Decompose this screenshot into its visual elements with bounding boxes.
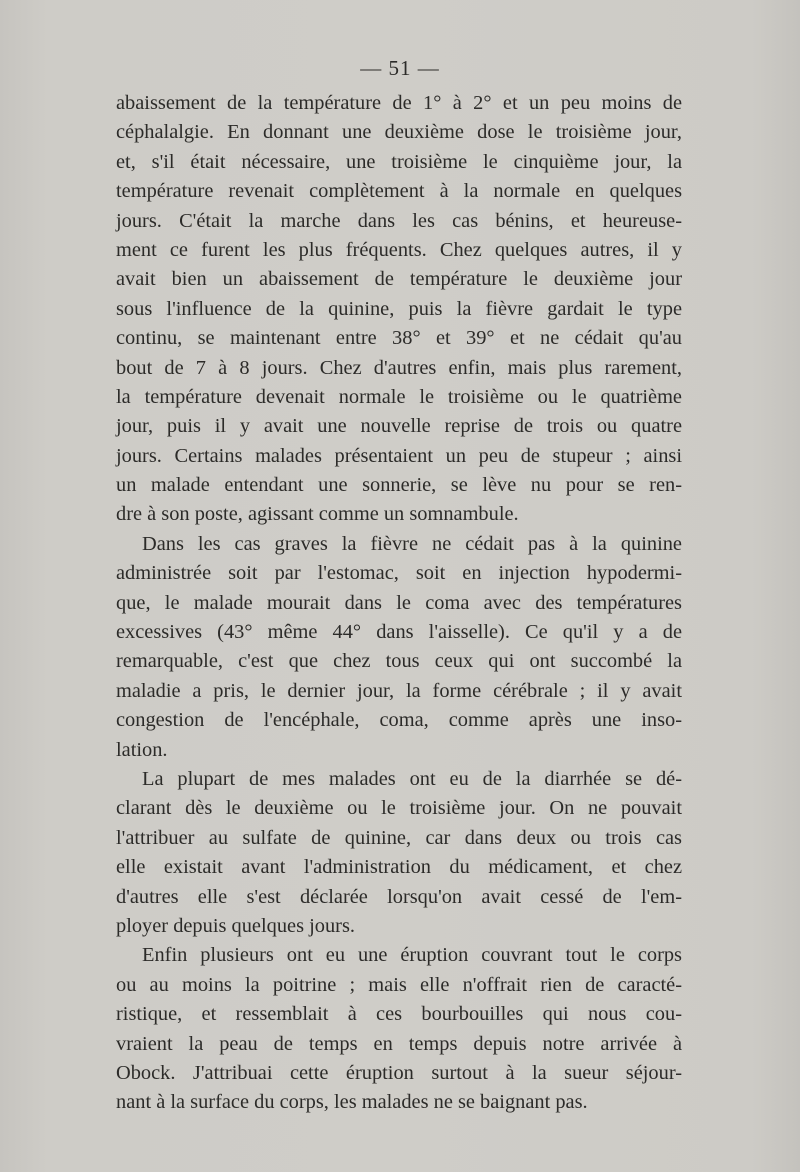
text-line: dre à son poste, agissant comme un somnambule. (116, 503, 519, 526)
text-line: l'attribuer au sulfate de quinine, car dans deux ou trois cas (116, 826, 682, 849)
text-line: un malade entendant une sonnerie, se lève nu pour se ren- (116, 474, 682, 497)
text-line: maladie a pris, le dernier jour, la forme cérébrale ; il y avait (116, 679, 682, 702)
text-line: continu, se maintenant entre 38° et 39° et ne cédait qu'au (116, 327, 682, 350)
text-line: ristique, et ressemblait à ces bourbouilles qui nous cou- (116, 1003, 682, 1026)
text-line: la température devenait normale le troisième ou le quatrième (116, 385, 682, 408)
text-line: Enfin plusieurs ont eu une éruption couvrant tout le corps (142, 944, 682, 967)
page-number: — 51 — (360, 56, 440, 80)
text-line: d'autres elle s'est déclarée lorsqu'on avait cessé de l'em- (116, 885, 682, 908)
text-line: bout de 7 à 8 jours. Chez d'autres enfin, mais plus rarement, (116, 356, 682, 379)
text-line: ployer depuis quelques jours. (116, 914, 355, 937)
text-line: vraient la peau de temps en temps depuis notre arrivée à (116, 1032, 682, 1055)
text-line: lation. (116, 738, 168, 761)
text-line: administrée soit par l'estomac, soit en injection hypodermi- (116, 562, 682, 585)
text-line: avait bien un abaissement de température le deuxième jour (116, 268, 682, 291)
text-line: Obock. J'attribuai cette éruption surtout à la sueur séjour- (116, 1061, 682, 1084)
paragraph (116, 941, 682, 1117)
text-line: sous l'influence de la quinine, puis la fièvre gardait le type (116, 297, 682, 320)
text-line: remarquable, c'est que chez tous ceux qui ont succombé la (116, 650, 682, 673)
text-line: jour, puis il y avait une nouvelle reprise de trois ou quatre (116, 415, 682, 438)
paragraph (116, 530, 682, 765)
text-line: elle existait avant l'administration du médicament, et chez (116, 856, 682, 879)
text-line: jours. Certains malades présentaient un peu de stupeur ; ainsi (116, 444, 682, 467)
text-line: La plupart de mes malades ont eu de la diarrhée se dé- (142, 767, 682, 790)
text-line: Dans les cas graves la fièvre ne cédait pas à la quinine (142, 532, 682, 555)
text-line: clarant dès le deuxième ou le troisième jour. On ne pouvait (116, 797, 682, 820)
text-line: congestion de l'encéphale, coma, comme après une inso- (116, 709, 682, 732)
text-line: nant à la surface du corps, les malades ne se baignant pas. (116, 1091, 588, 1114)
text-line: et, s'il était nécessaire, une troisième le cinquième jour, la (116, 150, 682, 173)
text-line: que, le malade mourait dans le coma avec des températures (116, 591, 682, 614)
paragraph (116, 89, 682, 530)
text-line: céphalalgie. En donnant une deuxième dose le troisième jour, (116, 121, 682, 144)
text-line: ou au moins la poitrine ; mais elle n'offrait rien de caracté- (116, 973, 682, 996)
text-line: abaissement de la température de 1° à 2° et un peu moins de (116, 92, 682, 114)
text-line: température revenait complètement à la normale en quelques (116, 180, 682, 203)
paragraph (116, 765, 682, 941)
text-line: jours. C'était la marche dans les cas bénins, et heureuse- (116, 209, 682, 232)
text-line: ment ce furent les plus fréquents. Chez quelques autres, il y (116, 238, 682, 261)
text-line: excessives (43° même 44° dans l'aisselle). Ce qu'il y a de (116, 621, 682, 644)
body-text (116, 89, 682, 1118)
